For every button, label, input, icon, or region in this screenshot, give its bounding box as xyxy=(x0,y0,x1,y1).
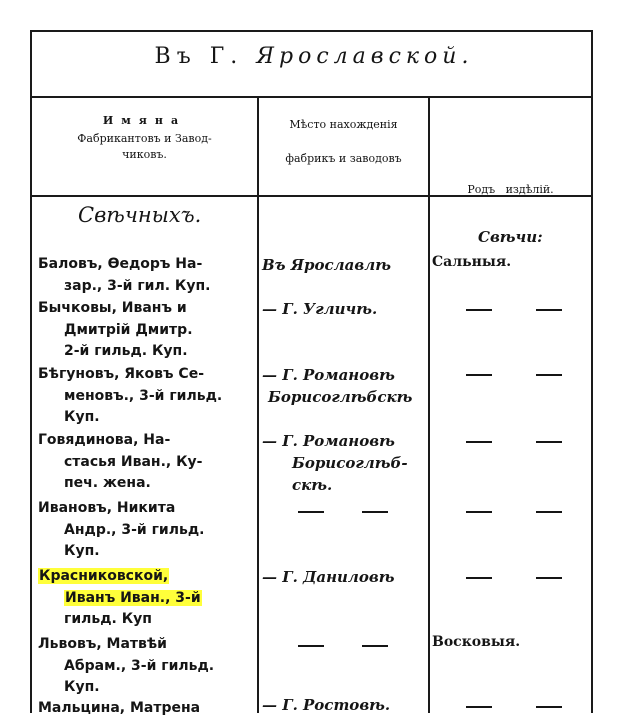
list-item-name xyxy=(38,298,258,363)
place-line: Въ Ярославлѣ xyxy=(262,256,391,274)
name-line: Бѣгуновъ, Яковъ Се- xyxy=(38,366,205,382)
page-title xyxy=(34,44,594,69)
ditto-dash xyxy=(362,511,388,513)
place-line: Борисоглѣб- xyxy=(292,454,408,472)
name-line: зар., 3-й гил. Куп. xyxy=(64,277,211,294)
ditto-dash xyxy=(536,374,562,376)
header-products xyxy=(430,135,591,223)
name-line: Куп. xyxy=(64,409,100,425)
ditto-dash xyxy=(466,374,492,376)
header-names-line1: Имяна xyxy=(102,114,187,127)
place-line: — Г. Угличѣ. xyxy=(262,300,378,318)
header-products-label: Родъ издѣлій. xyxy=(467,183,554,196)
name-line xyxy=(38,566,258,588)
title-city: Ярославской. xyxy=(256,44,474,69)
name-line: Баловъ, Ѳедоръ На- xyxy=(38,256,203,272)
name-line: стасья Иван., Ку- xyxy=(64,453,203,470)
ditto-dash xyxy=(536,511,562,513)
name-line: Ивановъ, Никита xyxy=(38,500,176,516)
highlight: Иванъ Иван., 3-й xyxy=(65,589,201,606)
header-names-line2: Фабрикантовъ и Завод- xyxy=(77,132,212,145)
list-item-name xyxy=(38,566,258,631)
list-item-place xyxy=(262,254,430,276)
list-item-place xyxy=(262,364,430,408)
place-line: — Г. Даниловѣ xyxy=(262,568,395,586)
name-line: меновъ., 3-й гильд. xyxy=(64,387,223,404)
ditto-dash xyxy=(536,309,562,311)
name-line: Львовъ, Матвѣй xyxy=(38,636,167,652)
ditto-dash xyxy=(466,441,492,443)
name-line: Куп. xyxy=(64,543,100,559)
ditto-dash xyxy=(298,511,324,513)
name-line: 2-й гильд. Куп. xyxy=(64,343,188,359)
name-line: Мальцина, Матрена xyxy=(38,700,201,716)
place-line: — Г. Ростовѣ. xyxy=(262,696,391,714)
product-category: Свѣчи: xyxy=(478,228,543,246)
section-title: Свѣчныхъ. xyxy=(78,203,202,227)
header-location xyxy=(259,114,428,170)
place-line: — Г. Романовѣ xyxy=(262,432,395,450)
header-names xyxy=(32,110,257,166)
list-item-name xyxy=(38,364,258,429)
name-line: Говядинова, На- xyxy=(38,432,171,448)
place-line: Борисоглѣбскѣ xyxy=(268,388,413,406)
title-prefix: Въ Г. xyxy=(154,44,244,69)
ditto-dash xyxy=(362,645,388,647)
list-item-place xyxy=(262,566,430,588)
title-bottom-rule xyxy=(30,96,592,98)
list-item-name xyxy=(38,430,258,495)
name-line: Куп. xyxy=(64,679,100,695)
list-item-name xyxy=(38,254,258,297)
list-item-product: Восковыя. xyxy=(432,634,521,650)
name-line: Бычковы, Иванъ и xyxy=(38,300,187,316)
name-line xyxy=(38,588,258,610)
header-location-line1: Мѣсто нахожденія xyxy=(289,118,398,131)
place-line: — Г. Романовѣ xyxy=(262,366,395,384)
list-item-place xyxy=(262,430,430,496)
name-line: Дмитрій Дмитр. xyxy=(64,321,193,338)
list-item-product: Сальныя. xyxy=(432,254,512,270)
list-item-place xyxy=(262,298,430,320)
name-line: гильд. Куп xyxy=(64,611,152,627)
ditto-dash xyxy=(466,706,492,708)
header-location-line2: фабрикъ и заводовъ xyxy=(285,152,402,165)
name-line: печ. жена. xyxy=(64,475,151,491)
table-right-rule xyxy=(591,30,593,713)
ditto-dash xyxy=(466,577,492,579)
list-item-name xyxy=(38,698,258,720)
ditto-dash xyxy=(536,577,562,579)
header-names-line3: чиковъ. xyxy=(122,148,167,161)
list-item-name xyxy=(38,498,258,563)
highlight: Красниковской, xyxy=(39,568,169,584)
list-item-name xyxy=(38,634,258,699)
ditto-dash xyxy=(298,645,324,647)
name-line: Андр., 3-й гильд. xyxy=(64,521,205,538)
name-line: Абрам., 3-й гильд. xyxy=(64,657,215,674)
ditto-dash xyxy=(466,309,492,311)
ditto-dash xyxy=(466,511,492,513)
ditto-dash xyxy=(536,441,562,443)
table-top-rule xyxy=(30,30,592,32)
ditto-dash xyxy=(536,706,562,708)
place-line: скѣ. xyxy=(292,476,333,494)
